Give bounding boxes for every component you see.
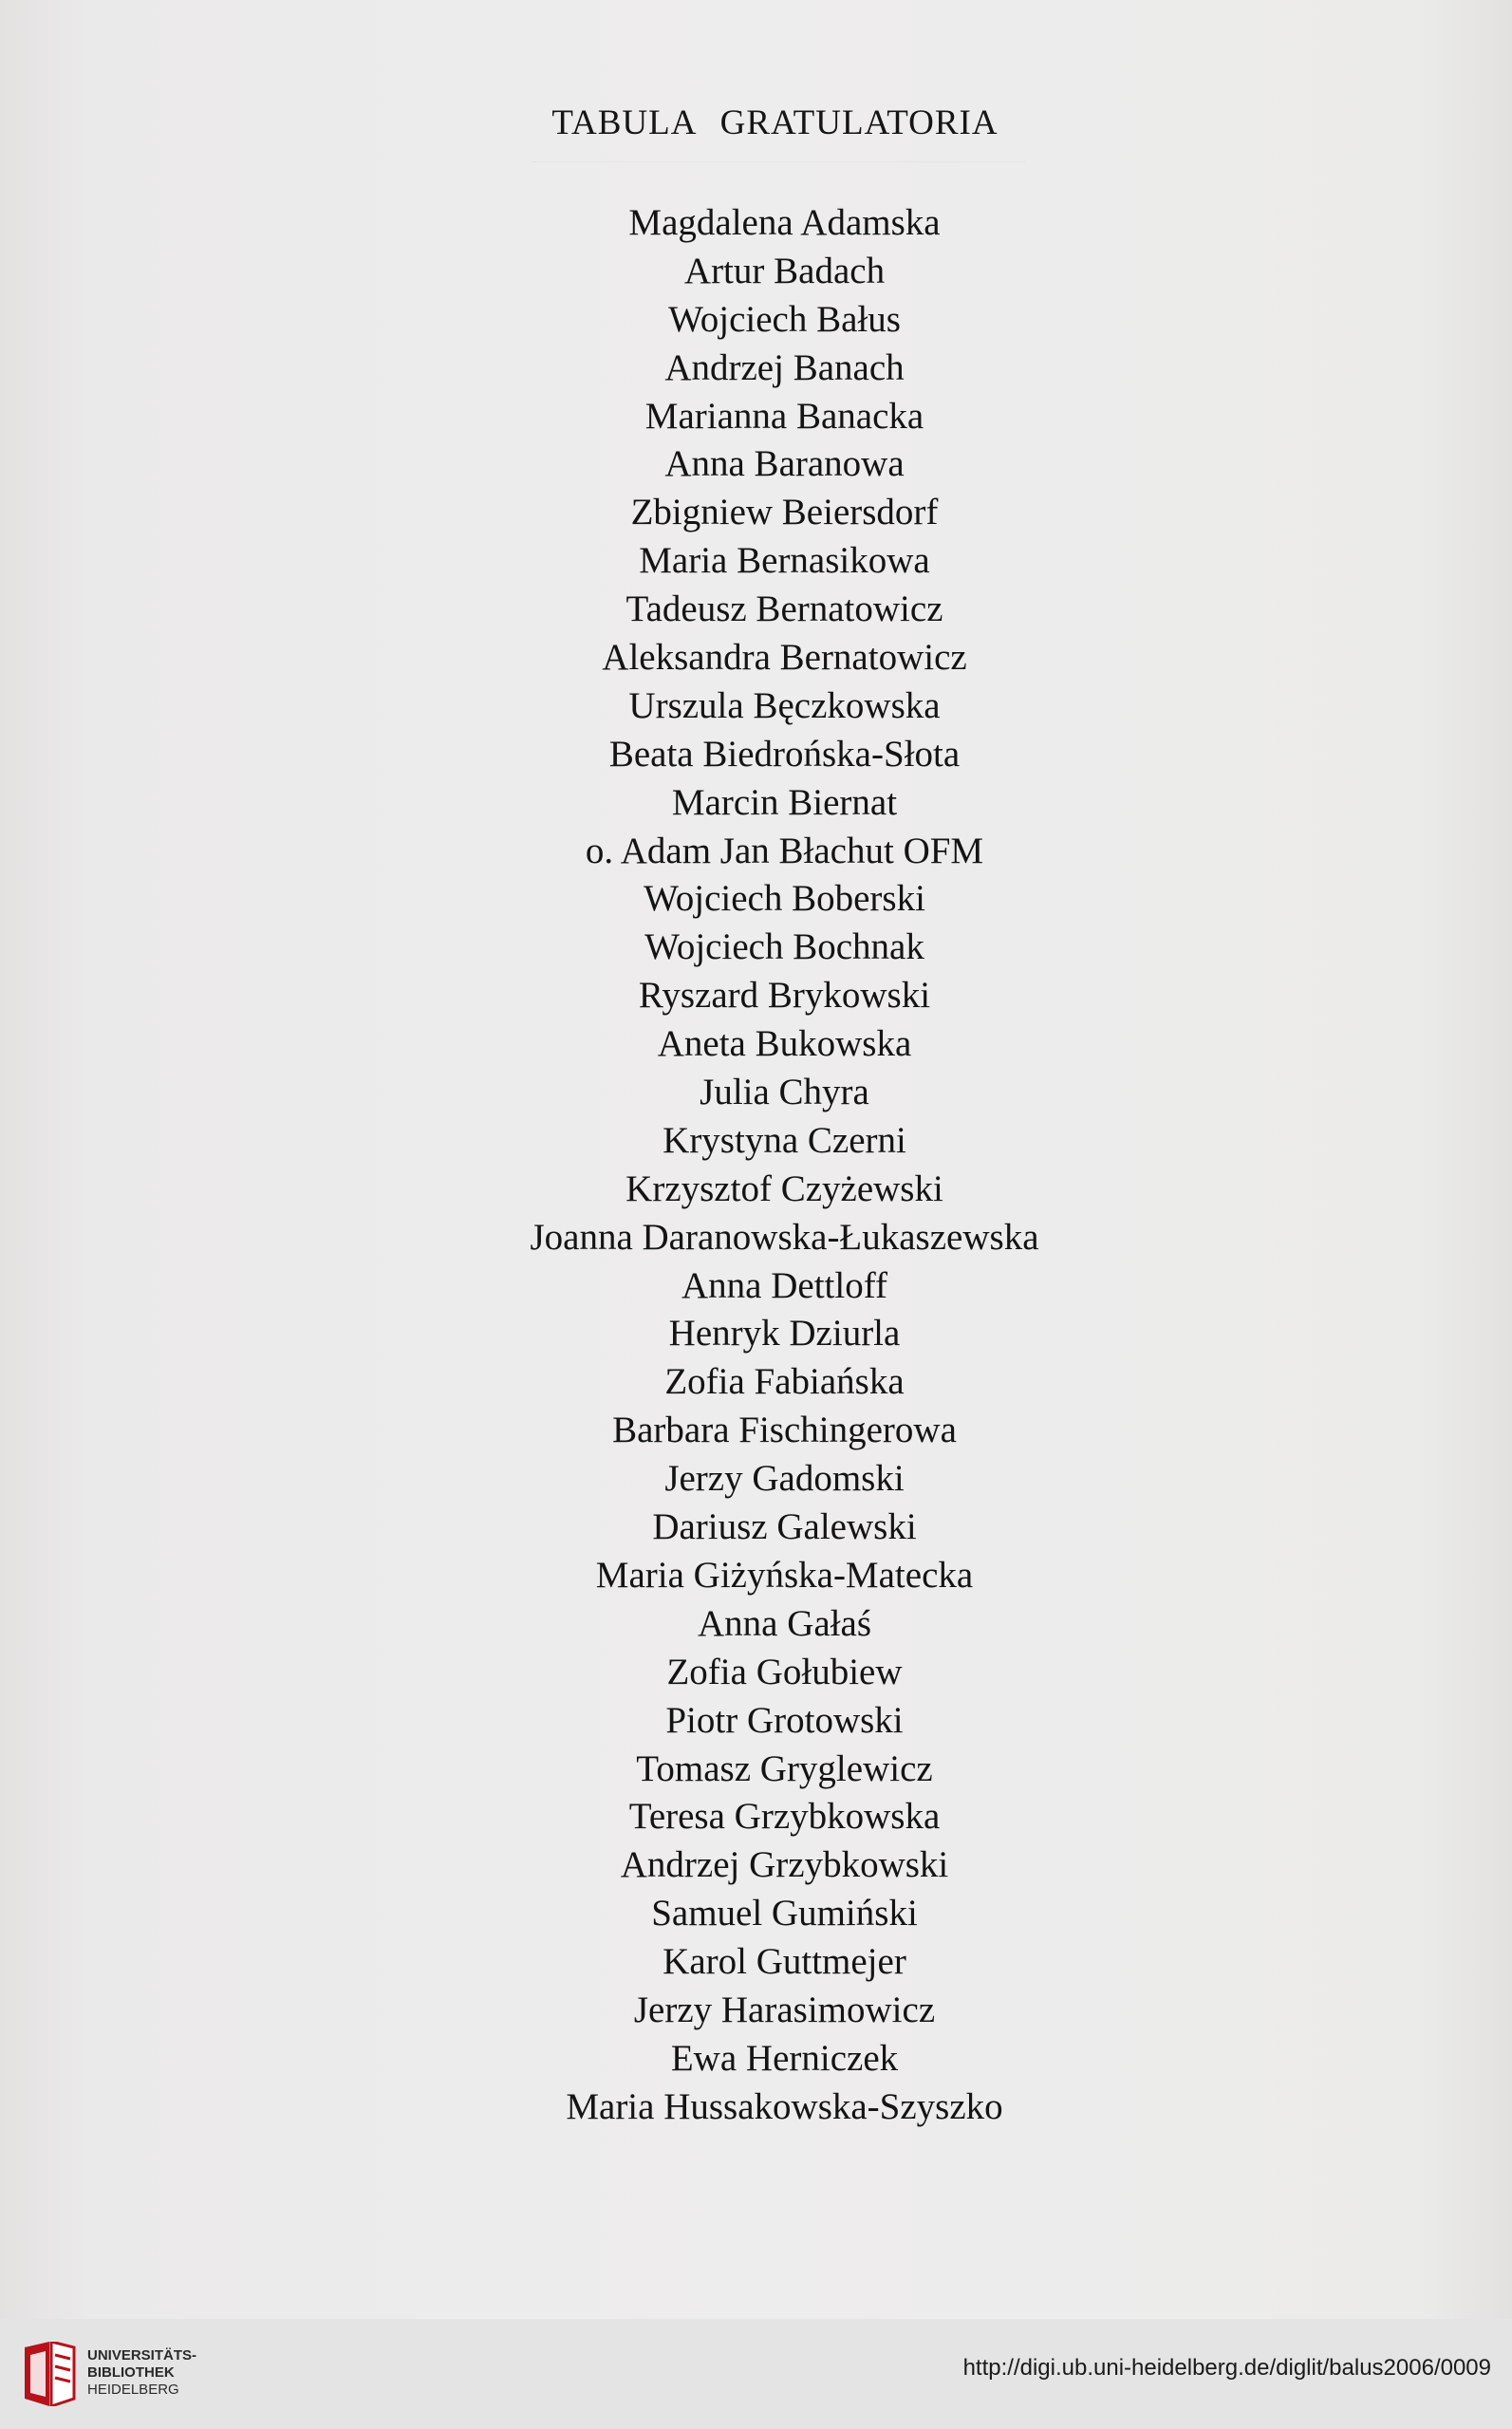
name-entry: Wojciech Boberski [644,878,925,920]
name-entry: Andrzej Grzybkowski [620,1844,949,1886]
name-entry: Ewa Herniczek [670,2037,899,2079]
name-entry: Barbara Fischingerowa [612,1410,957,1451]
name-entry: Anna Gałaś [697,1602,872,1644]
library-name-line-3: HEIDELBERG [87,2382,179,2398]
name-entry: Zbigniew Beiersdorf [630,492,939,533]
university-library-logo-icon [21,2342,78,2406]
library-name [87,2347,196,2399]
name-entry: Wojciech Bałus [668,298,901,340]
name-entry: Zofia Fabiańska [664,1361,905,1403]
name-entry: Maria Bernasikowa [639,540,930,582]
name-entry: Marcin Biernat [671,781,898,823]
name-entry: Krystyna Czerni [663,1119,906,1161]
name-entry: Magdalena Adamska [628,202,941,243]
library-name-line-1: UNIVERSITÄTS- [87,2347,197,2364]
name-entry: Andrzej Banach [664,346,905,388]
name-entry: Urszula Bęczkowska [628,684,941,726]
name-entry: Anna Dettloff [681,1264,887,1306]
name-entry: Aneta Bukowska [657,1023,912,1065]
name-entry: o. Adam Jan Błachut OFM [585,830,984,871]
name-entry: Dariusz Galewski [652,1506,917,1548]
name-entry: Maria Giżyńska-Matecka [595,1554,974,1596]
name-entry: Tomasz Gryglewicz [636,1747,933,1789]
name-entry: Piotr Grotowski [665,1699,904,1741]
name-entry: Marianna Banacka [644,395,924,437]
name-entry: Samuel Gumiński [651,1893,918,1934]
name-entry: Joanna Daranowska-Łukaszewska [530,1216,1039,1258]
name-entry: Jerzy Gadomski [664,1458,905,1500]
name-entry: Artur Badach [683,250,886,291]
library-name-line-2: BIBLIOTHEK [87,2364,175,2381]
name-entry: Henryk Dziurla [668,1313,901,1355]
name-entry: Ryszard Brykowski [638,975,931,1017]
name-entry: Maria Hussakowska-Szyszko [566,2085,1003,2127]
name-list [0,199,1512,2132]
name-entry: Wojciech Bochnak [644,926,924,968]
source-url-link[interactable]: http://digi.ub.uni-heidelberg.de/diglit/balus2006/0009 [962,2355,1491,2381]
name-entry: Jerzy Harasimowicz [633,1989,936,2030]
footer-bar [0,2319,1512,2429]
name-entry: Anna Baranowa [664,443,905,485]
name-entry: Karol Guttmejer [663,1941,906,1983]
name-entry: Beata Biedrońska-Słota [608,733,961,775]
name-entry: Zofia Gołubiew [666,1651,903,1692]
name-entry: Krzysztof Czyżewski [625,1168,943,1209]
page-title: TABULA GRATULATORIA [551,103,999,142]
name-entry: Aleksandra Bernatowicz [602,637,967,679]
name-entry: Tadeusz Bernatowicz [625,589,943,630]
name-entry: Julia Chyra [700,1072,869,1113]
name-entry: Teresa Grzybkowska [628,1796,941,1838]
